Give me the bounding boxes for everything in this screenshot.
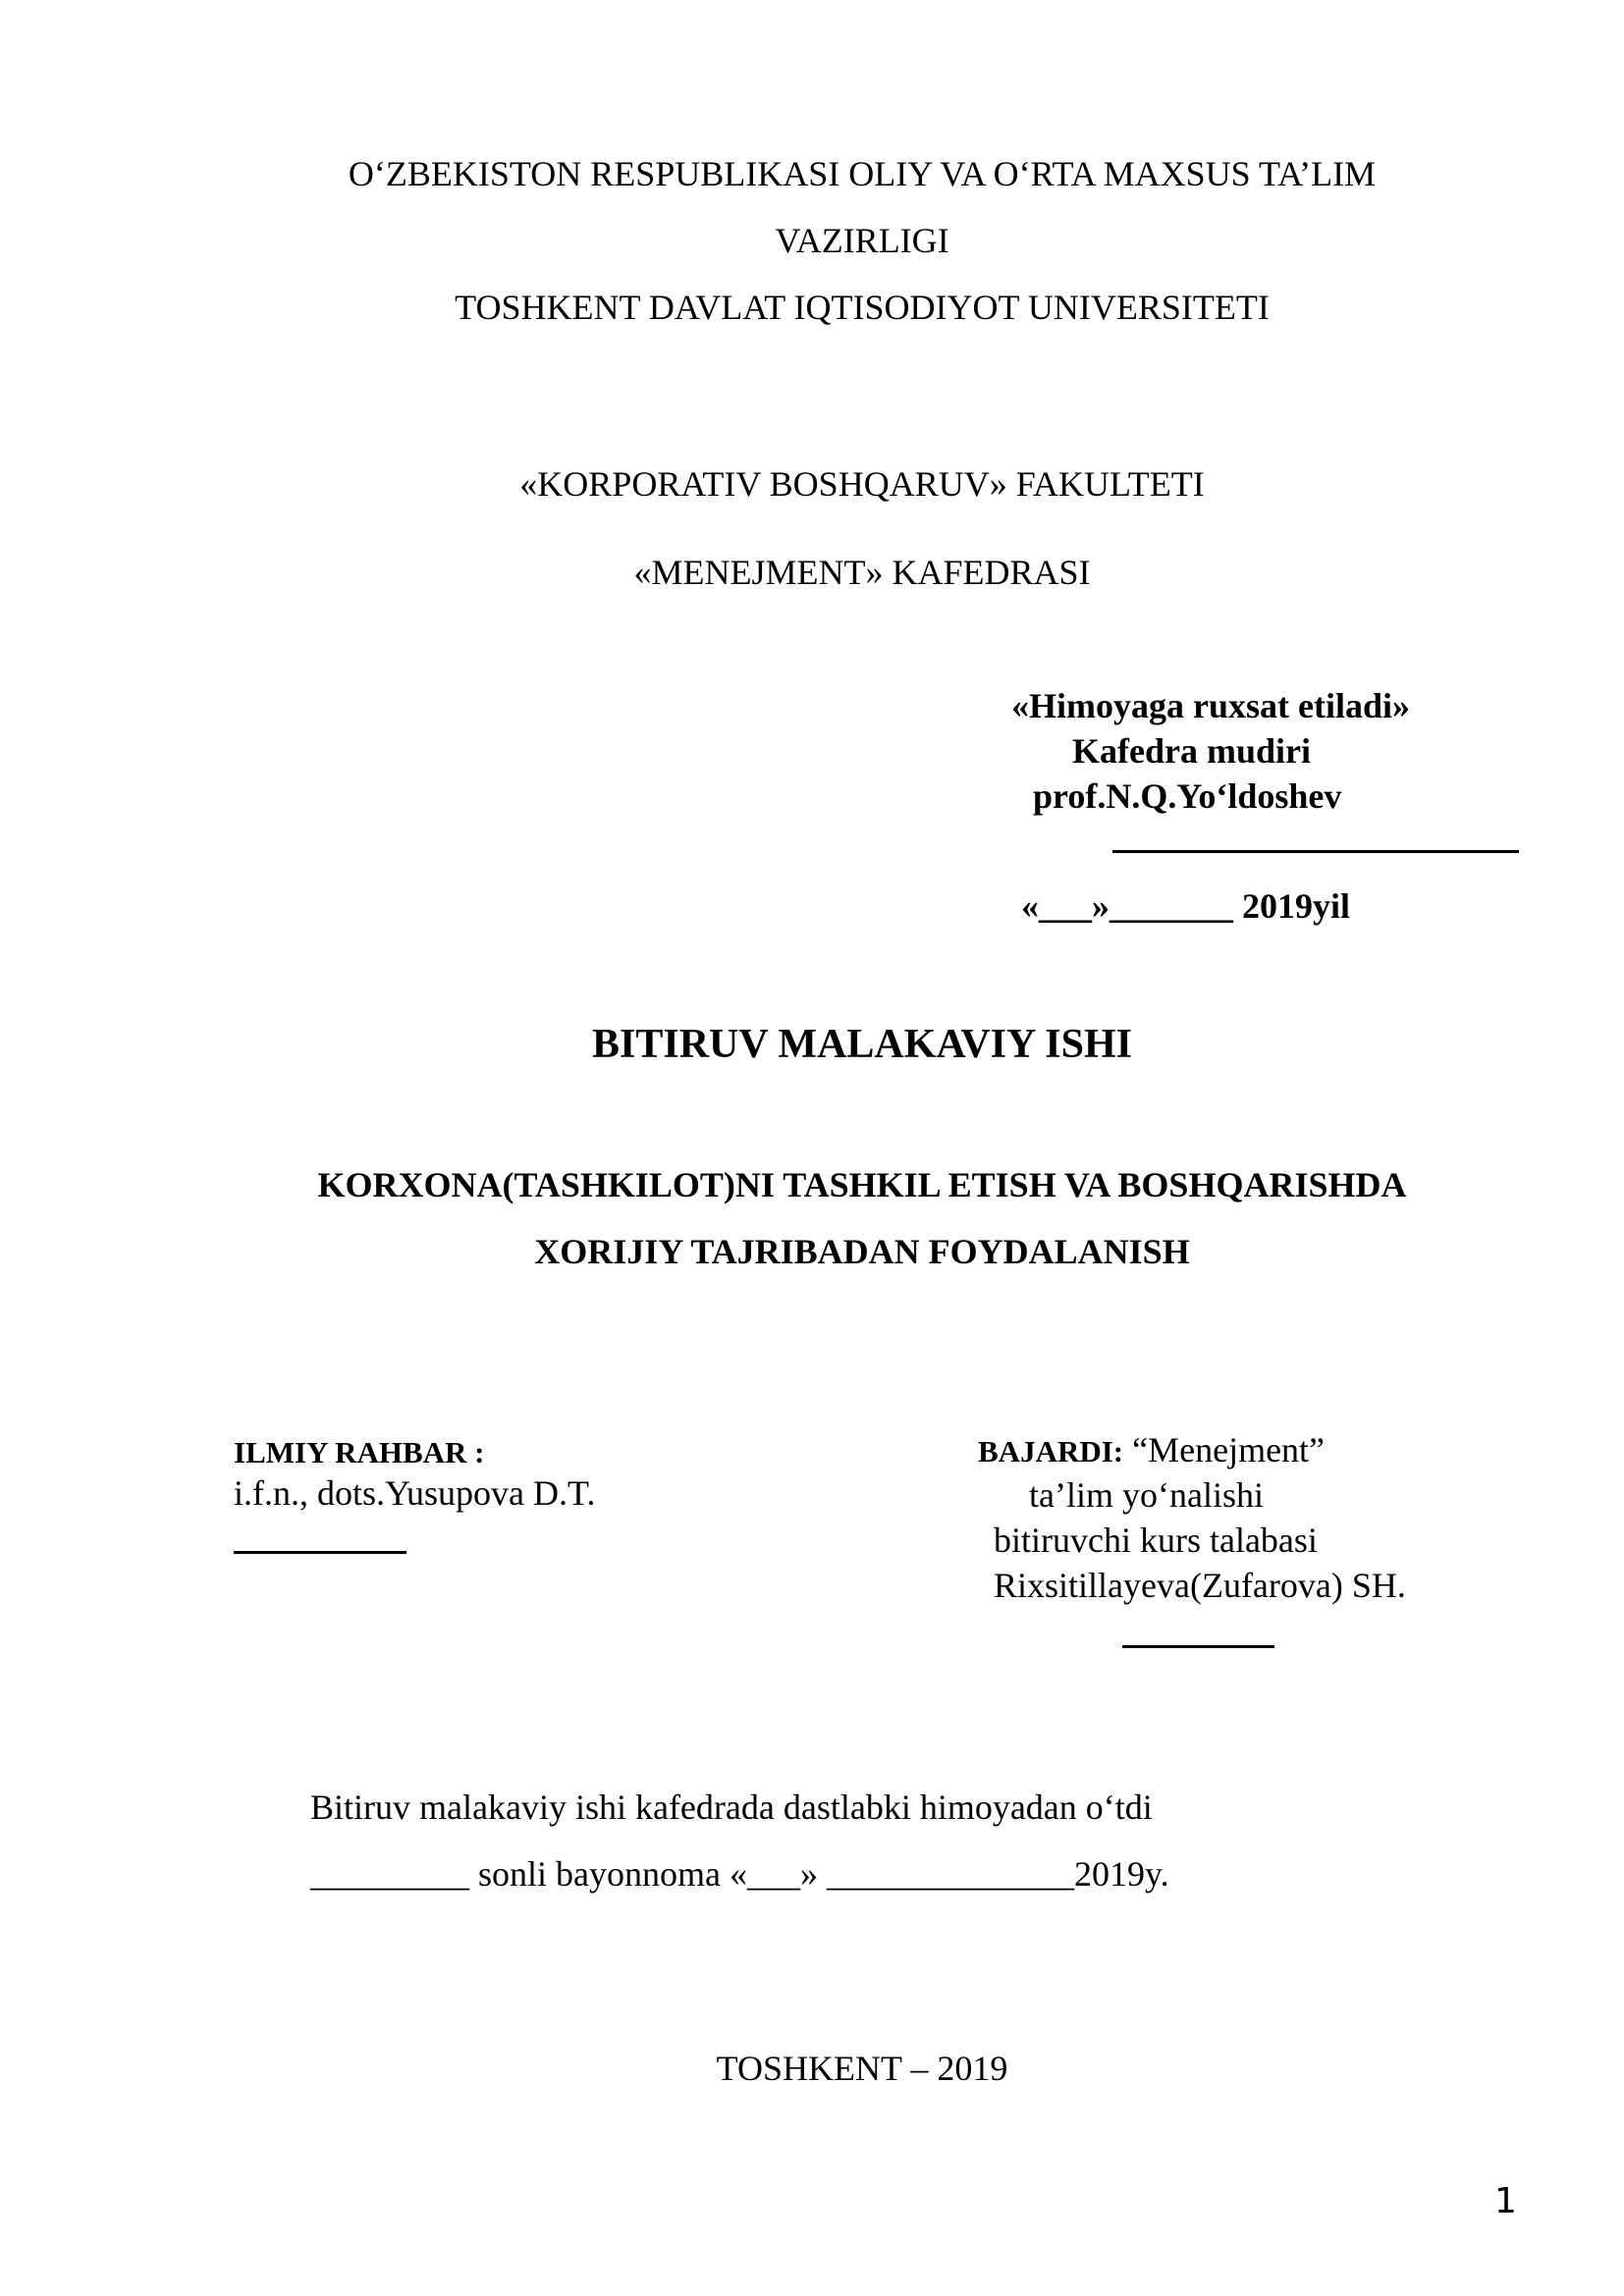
supervisor-label: ILMIY RAHBAR :	[234, 1435, 485, 1469]
supervisor-signature-line	[234, 1551, 406, 1554]
ministry-name-line-2: VAZIRLIGI	[775, 221, 949, 260]
approval-title: «Himoyaga ruxsat etiladi»	[1011, 686, 1410, 725]
thesis-topic-line-1: KORXONA(TASHKILOT)NI TASHKIL ETISH VA BOSHQARISHDA	[317, 1165, 1407, 1204]
approval-head-label: Kafedra mudiri	[1072, 731, 1311, 771]
performer-line-3: bitiruvchi kurs talabasi	[994, 1521, 1318, 1560]
predefense-statement: Bitiruv malakaviy ishi kafedrada dastlabki himoyadan o‘tdi	[310, 1788, 1153, 1827]
faculty-name: «KORPORATIV BOSHQARUV» FAKULTETI	[519, 464, 1205, 504]
page-number: 1	[1494, 2181, 1517, 2221]
performer-label: BAJARDI:	[978, 1434, 1124, 1468]
performer-line-2: ta’lim yo‘nalishi	[1029, 1475, 1264, 1515]
performer-program: “Menejment”	[1123, 1430, 1326, 1469]
approval-date: «___»_______ 2019yil	[1021, 886, 1351, 926]
approval-signature-line	[1112, 850, 1519, 853]
approval-head-name: prof.N.Q.Yo‘ldoshev	[1033, 776, 1342, 816]
performer-name: Rixsitillayeva(Zufarova) SH.	[994, 1566, 1406, 1605]
predefense-protocol-line: _________ sonli bayonnoma «___» ______________2019y.	[310, 1854, 1169, 1894]
city-year: TOSHKENT – 2019	[716, 2049, 1008, 2088]
university-name: TOSHKENT DAVLAT IQTISODIYOT UNIVERSITETI	[455, 288, 1270, 327]
supervisor-name: i.f.n., dots.Yusupova D.T.	[234, 1473, 596, 1513]
performer-line-1	[978, 1429, 1325, 1470]
ministry-name-line-1: O‘ZBEKISTON RESPUBLIKASI OLIY VA O‘RTA MAXSUS TA’LIM	[348, 154, 1377, 193]
thesis-topic-line-2: XORIJIY TAJRIBADAN FOYDALANISH	[534, 1232, 1190, 1271]
document-type-title: BITIRUV MALAKAVIY ISHI	[591, 1022, 1133, 1067]
performer-signature-line	[1122, 1645, 1274, 1648]
department-name: «MENEJMENT» KAFEDRASI	[633, 553, 1091, 592]
